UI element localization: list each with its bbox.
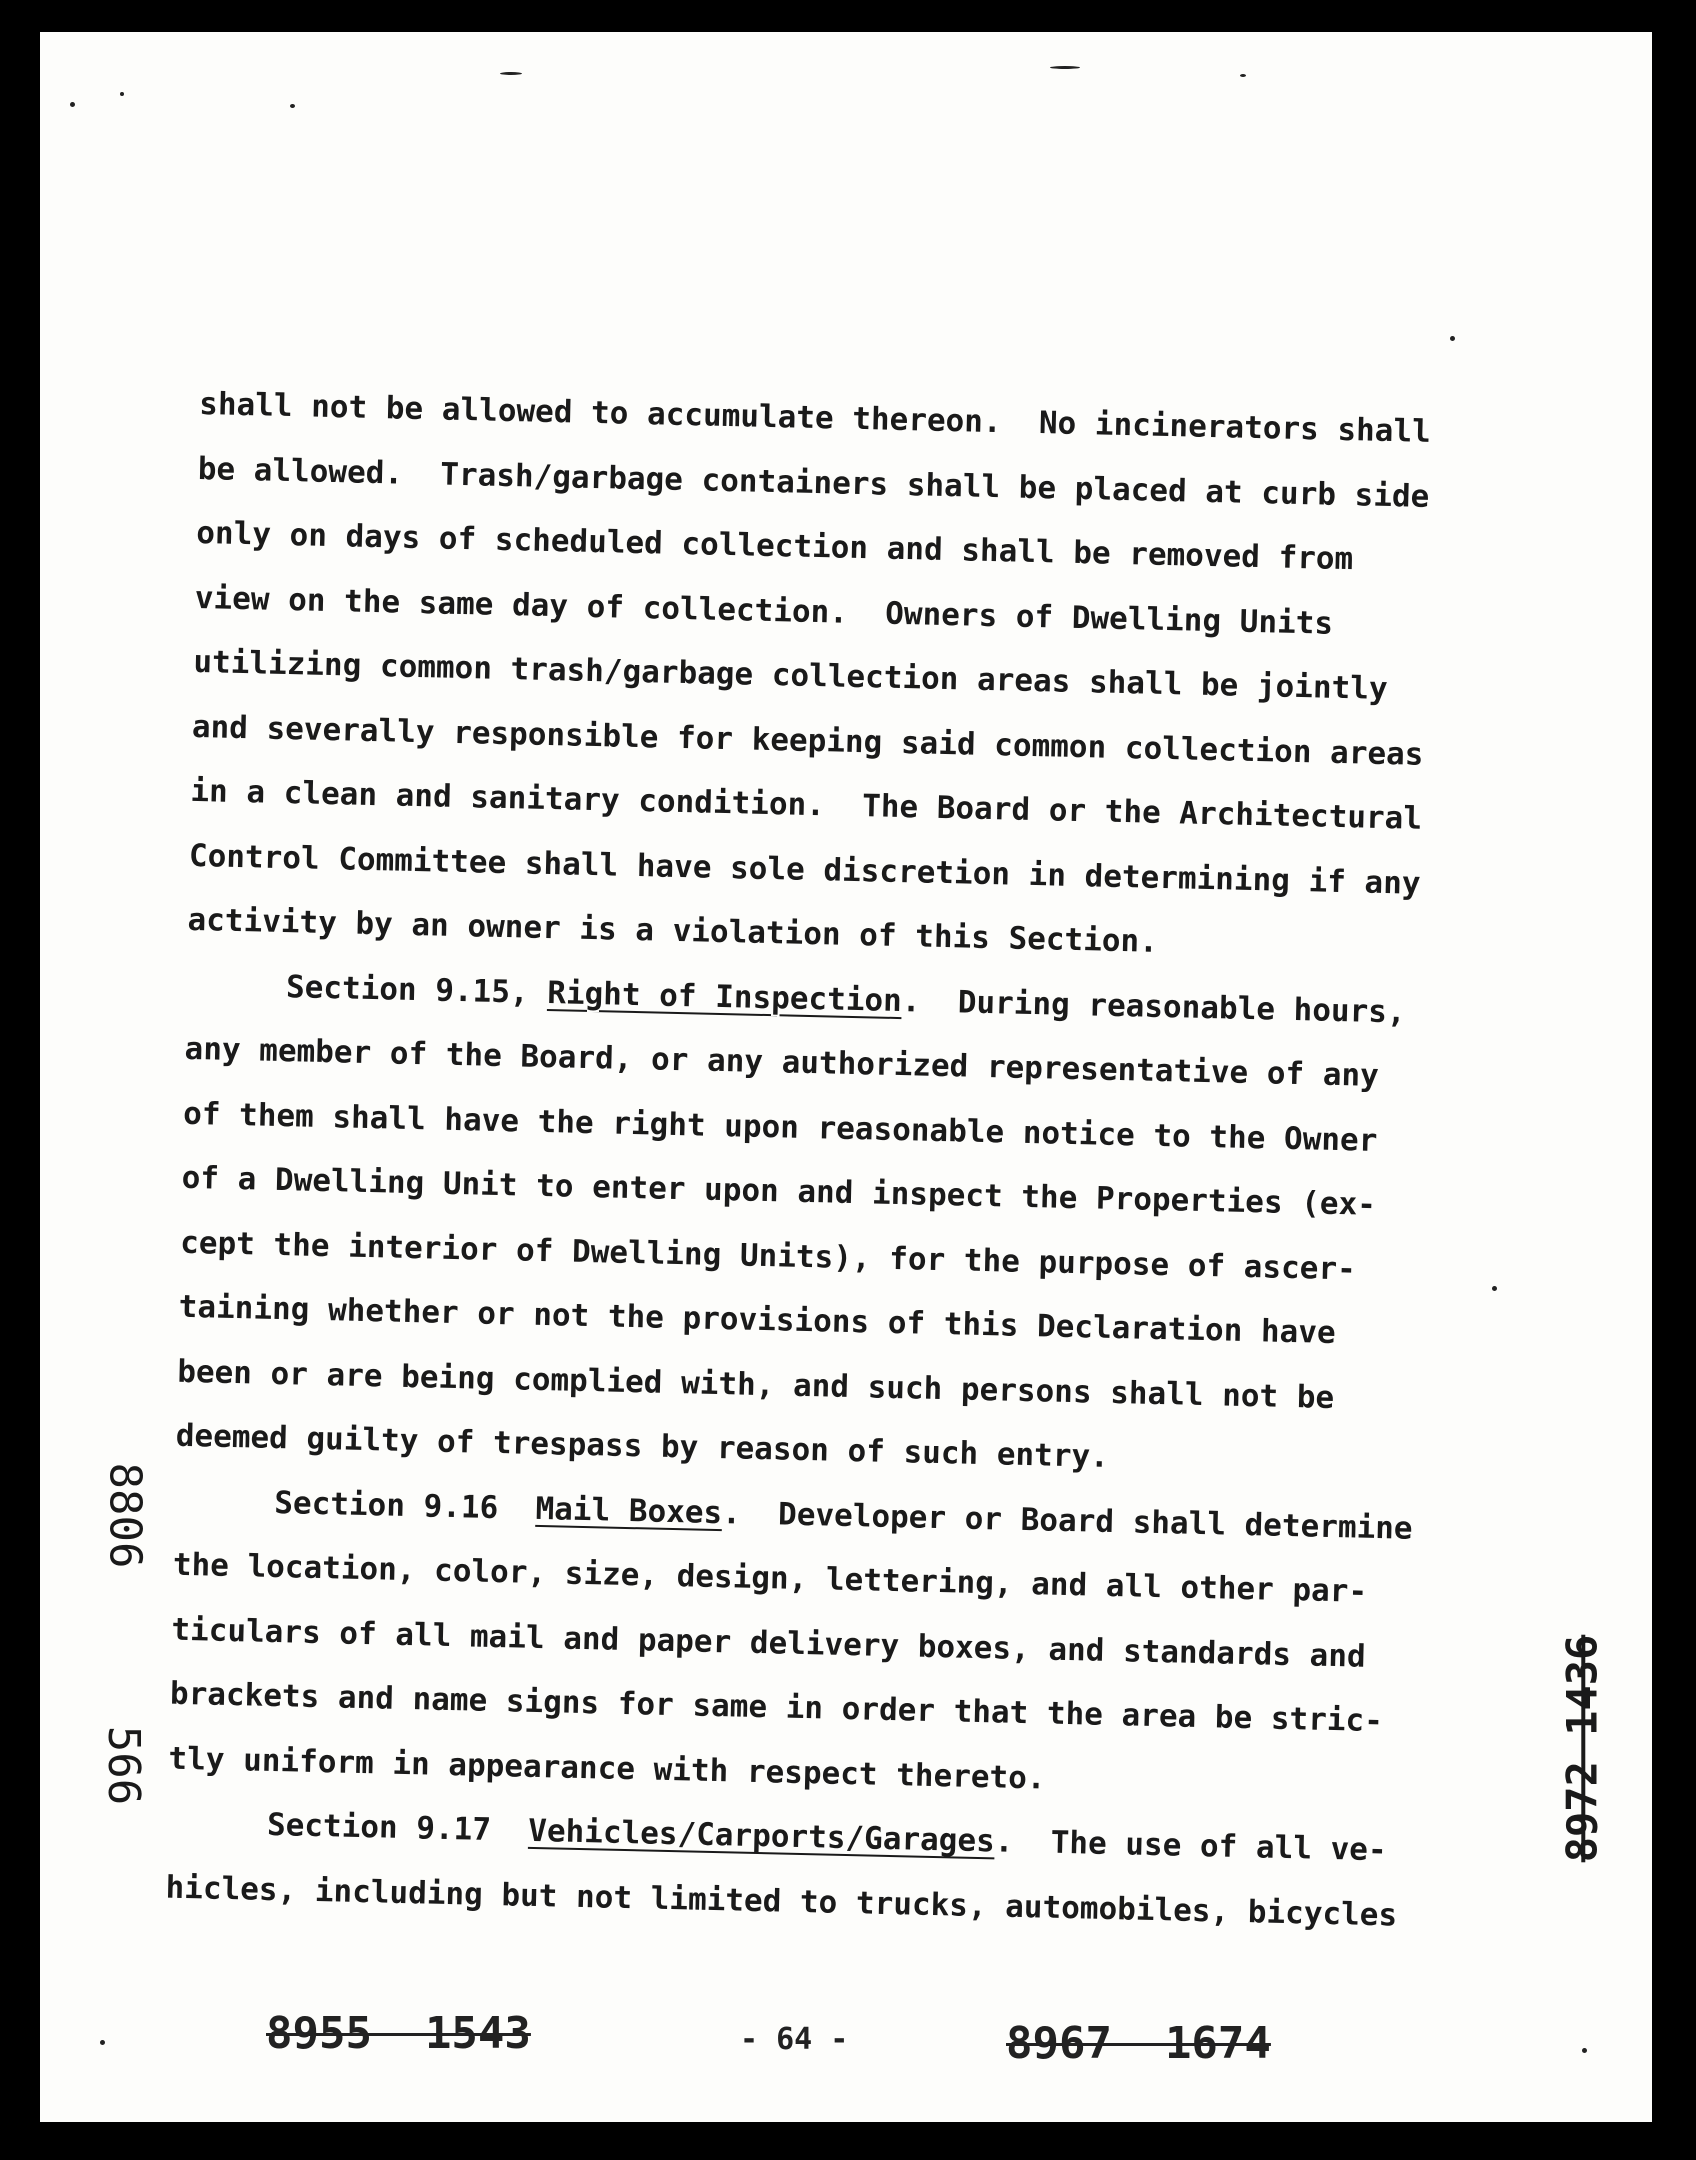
text-line: any member of the Board, or any authorized representative of any — [184, 1030, 1380, 1094]
section-number: Section 9.15, — [285, 968, 548, 1011]
scan-speck — [70, 102, 75, 107]
text-line: and severally responsible for keeping said common collection areas — [191, 708, 1424, 773]
text-run: . During reasonable hours, — [901, 982, 1407, 1031]
text-line: of a Dwelling Unit to enter upon and inspect the Properties (ex- — [181, 1159, 1377, 1223]
text-run: . Developer or Board shall determine — [721, 1494, 1413, 1547]
scan-speck — [120, 92, 124, 96]
scan-speck — [1050, 66, 1080, 69]
text-line: only on days of scheduled collection and shall be removed from — [195, 514, 1354, 578]
text-line: the location, color, size, design, lettering, and all other par- — [172, 1546, 1368, 1610]
text-line: shall not be allowed to accumulate thereon. No incinerators shall — [198, 385, 1432, 450]
scan-speck — [1582, 2048, 1587, 2053]
section-number: Section 9.16 — [273, 1484, 537, 1527]
text-line: activity by an owner is a violation of this Section. — [187, 901, 1159, 960]
section-number: Section 9.17 — [266, 1806, 529, 1849]
footer-struck-reference-right: 8967 1674 — [1006, 2018, 1271, 2069]
text-line: brackets and name signs for same in order that the area be stric- — [169, 1675, 1384, 1740]
document-body — [165, 372, 1640, 1952]
text-line: tly uniform in appearance with respect thereto. — [168, 1740, 1046, 1797]
scan-speck — [500, 72, 522, 75]
margin-struck-reference: 8972 1436 — [1557, 1634, 1607, 1863]
text-line: of them shall have the right upon reasonable notice to the Owner — [182, 1095, 1378, 1159]
section-title: Right of Inspection — [546, 974, 903, 1019]
document-page — [40, 32, 1652, 2122]
page-number: - 64 - — [740, 2022, 849, 2057]
text-line: be allowed. Trash/garbage containers shall be placed at curb side — [197, 450, 1430, 515]
text-line: cept the interior of Dwelling Units), for the purpose of ascer- — [179, 1224, 1357, 1287]
text-line: hicles, including but not limited to trucks, automobiles, bicycles — [165, 1869, 1398, 1934]
text-line: Control Committee shall have sole discretion in determining if any — [188, 837, 1421, 902]
text-line: in a clean and sanitary condition. The Board or the Architectural — [190, 772, 1423, 837]
text-line: taining whether or not the provisions of this Declaration have — [178, 1288, 1337, 1352]
text-run: . The use of all ve- — [994, 1823, 1388, 1869]
scan-speck — [1450, 336, 1455, 341]
text-line: view on the same day of collection. Owners of Dwelling Units — [194, 579, 1334, 642]
footer-struck-reference-left: 8955 1543 — [266, 2008, 531, 2059]
section-title: Vehicles/Carports/Garages — [527, 1812, 996, 1860]
text-line: utilizing common trash/garbage collection areas shall be jointly — [193, 643, 1388, 708]
margin-page-number: 566 — [98, 1725, 150, 1806]
scan-speck — [290, 104, 295, 108]
scan-speck — [1240, 74, 1246, 77]
margin-book-number: 8806 — [99, 1462, 151, 1569]
section-title: Mail Boxes — [535, 1490, 723, 1531]
scan-speck — [1492, 1286, 1497, 1291]
scan-speck — [100, 2040, 105, 2045]
text-line: deemed guilty of trespass by reason of such entry. — [175, 1417, 1110, 1475]
text-line: been or are being complied with, and such persons shall not be — [176, 1353, 1335, 1416]
text-line: ticulars of all mail and paper delivery boxes, and standards and — [171, 1611, 1367, 1675]
